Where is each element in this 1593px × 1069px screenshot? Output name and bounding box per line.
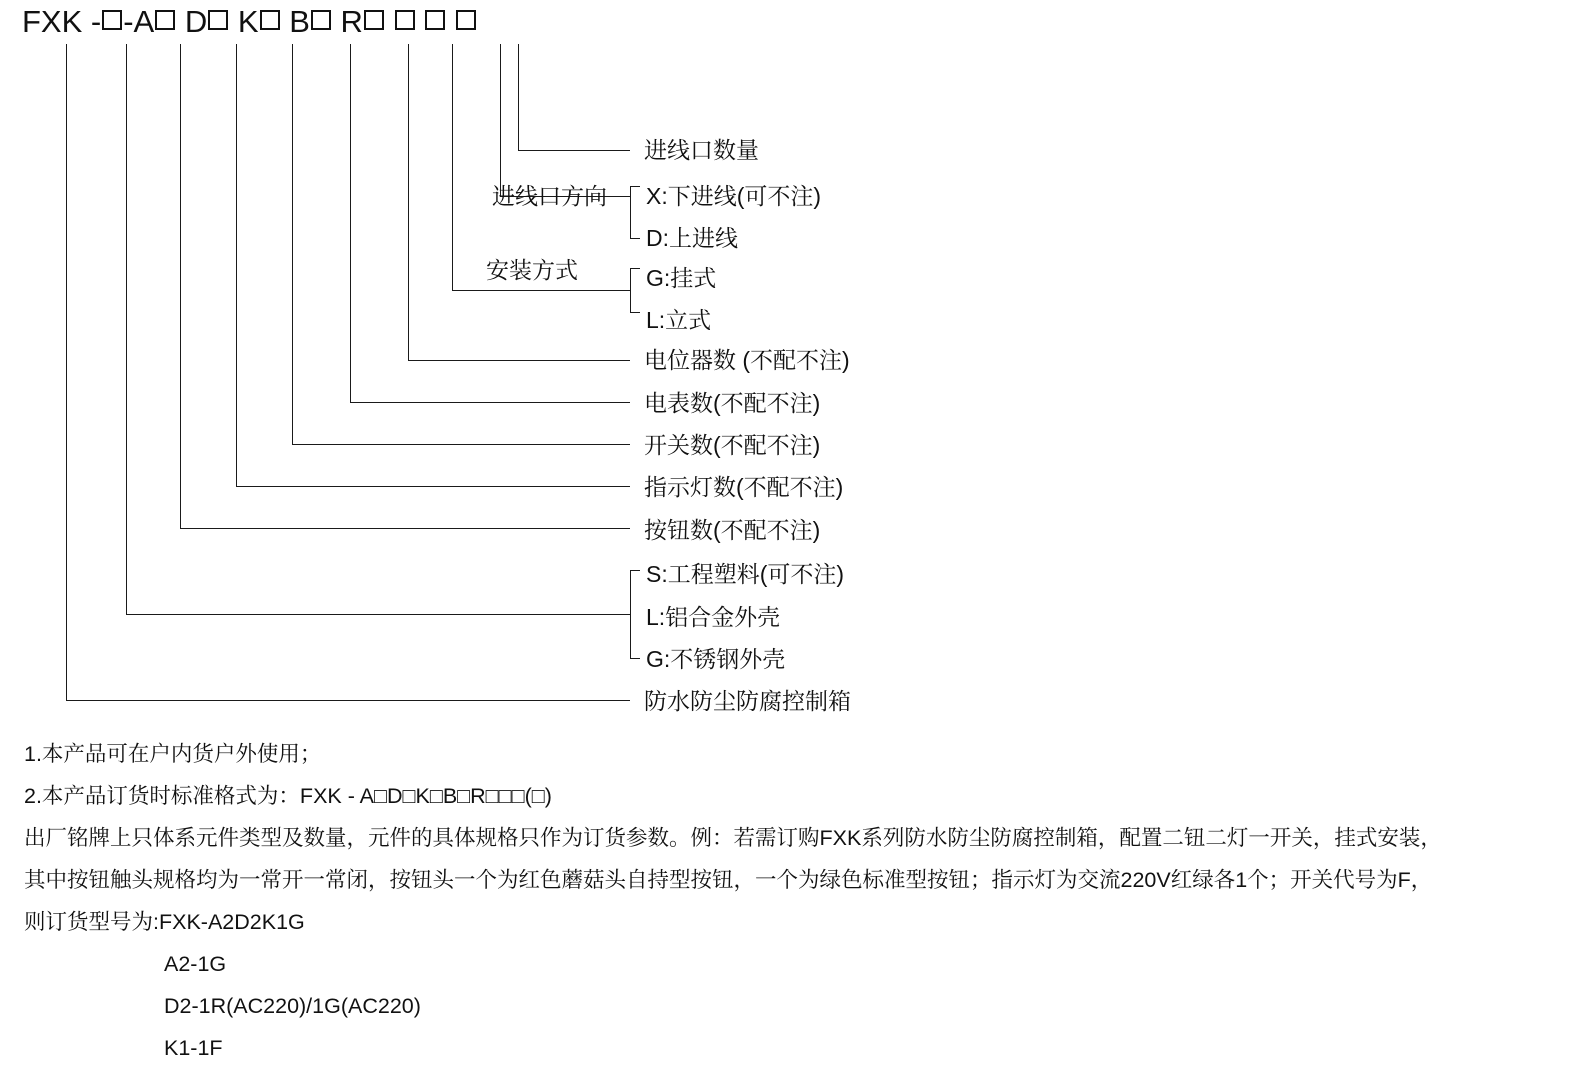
callout-material-s: S:工程塑料(可不注) xyxy=(646,561,845,587)
callout-mounting-g: G:挂式 xyxy=(646,265,717,291)
code-box-5 xyxy=(311,10,331,30)
material-brace-top xyxy=(630,570,640,571)
code-seg-k: K xyxy=(237,4,259,39)
model-code-row xyxy=(22,4,477,40)
leader-v-inlet-count xyxy=(518,44,519,150)
example-line-1: A2-1G xyxy=(164,952,227,976)
code-box-3 xyxy=(208,10,228,30)
leader-v-product xyxy=(66,44,67,700)
leader-v-material xyxy=(126,44,127,614)
callout-material-l: L:铝合金外壳 xyxy=(646,604,781,630)
inlet-direction-brace-bottom xyxy=(630,238,640,239)
leader-h-button xyxy=(180,528,630,529)
callout-inlet-count: 进线口数量 xyxy=(644,137,759,163)
mounting-brace-bottom xyxy=(630,312,640,313)
code-box-6 xyxy=(364,10,384,30)
leader-h-switch xyxy=(292,444,630,445)
code-box-8 xyxy=(425,10,445,30)
inlet-direction-brace xyxy=(630,186,631,238)
callout-button-count: 按钮数(不配不注) xyxy=(644,517,821,543)
example-line-2: D2-1R(AC220)/1G(AC220) xyxy=(164,994,421,1018)
material-brace-bottom xyxy=(630,658,640,659)
code-box-7 xyxy=(395,10,415,30)
leader-h-indicator xyxy=(236,486,630,487)
leader-v-switch xyxy=(292,44,293,444)
leader-v-potentiometer xyxy=(408,44,409,360)
leader-h-meter xyxy=(350,402,630,403)
code-box-1 xyxy=(102,10,122,30)
example-line-3: K1-1F xyxy=(164,1036,223,1060)
note-line-1: 1.本产品可在户内货户外使用； xyxy=(24,742,322,766)
mounting-brace xyxy=(630,268,631,312)
notes-block xyxy=(24,733,1569,1069)
code-seg-b: B xyxy=(289,4,310,39)
code-seg-d: D xyxy=(184,4,208,39)
note-line-2: 2.本产品订货时标准格式为：FXK - A□D□K□B□R□□□(□) xyxy=(24,784,552,808)
leader-h-material xyxy=(126,614,630,615)
leader-v-indicator xyxy=(236,44,237,486)
code-seg-r: R xyxy=(340,4,363,39)
callout-material-g: G:不锈钢外壳 xyxy=(646,646,786,672)
callout-inlet-direction-x: X:下进线(可不注) xyxy=(646,183,822,209)
callout-inlet-direction-d: D:上进线 xyxy=(646,225,738,251)
inlet-direction-brace-top xyxy=(630,186,640,187)
code-seg-a: -A xyxy=(123,4,155,39)
leader-v-meter xyxy=(350,44,351,402)
leader-h-mounting xyxy=(452,290,630,291)
callout-inlet-direction-group: 进线口方向 xyxy=(492,183,607,209)
leader-v-button xyxy=(180,44,181,528)
material-brace xyxy=(630,570,631,658)
callout-mounting-l: L:立式 xyxy=(646,307,712,333)
callout-switch-count: 开关数(不配不注) xyxy=(644,432,821,458)
note-line-3: 出厂铭牌上只体系元件类型及数量，元件的具体规格只作为订货参数。例：若需订购FXK系列防水防尘防腐控制箱，配置二钮二灯一开关，挂式安装， xyxy=(24,826,1442,850)
note-line-4: 其中按钮触头规格均为一常开一常闭，按钮头一个为红色蘑菇头自持型按钮，一个为绿色标准型按钮；指示灯为交流220V红绿各1个；开关代号为F， xyxy=(24,868,1433,892)
callout-indicator-count: 指示灯数(不配不注) xyxy=(644,474,844,500)
code-box-9 xyxy=(456,10,476,30)
mounting-brace-top xyxy=(630,268,640,269)
callout-potentiometer-count: 电位器数 (不配不注) xyxy=(644,347,850,373)
leader-h-potentiometer xyxy=(408,360,630,361)
callout-mounting-group: 安装方式 xyxy=(486,257,578,283)
leader-h-product xyxy=(66,700,630,701)
note-line-5: 则订货型号为:FXK-A2D2K1G xyxy=(24,910,305,934)
code-box-4 xyxy=(260,10,280,30)
code-prefix: FXK - xyxy=(22,4,102,39)
leader-v-inlet-direction xyxy=(500,44,501,196)
leader-v-mounting xyxy=(452,44,453,290)
leader-h-inlet-count xyxy=(518,150,630,151)
callout-product-name: 防水防尘防腐控制箱 xyxy=(644,688,851,714)
code-box-2 xyxy=(155,10,175,30)
callout-meter-count: 电表数(不配不注) xyxy=(644,390,821,416)
